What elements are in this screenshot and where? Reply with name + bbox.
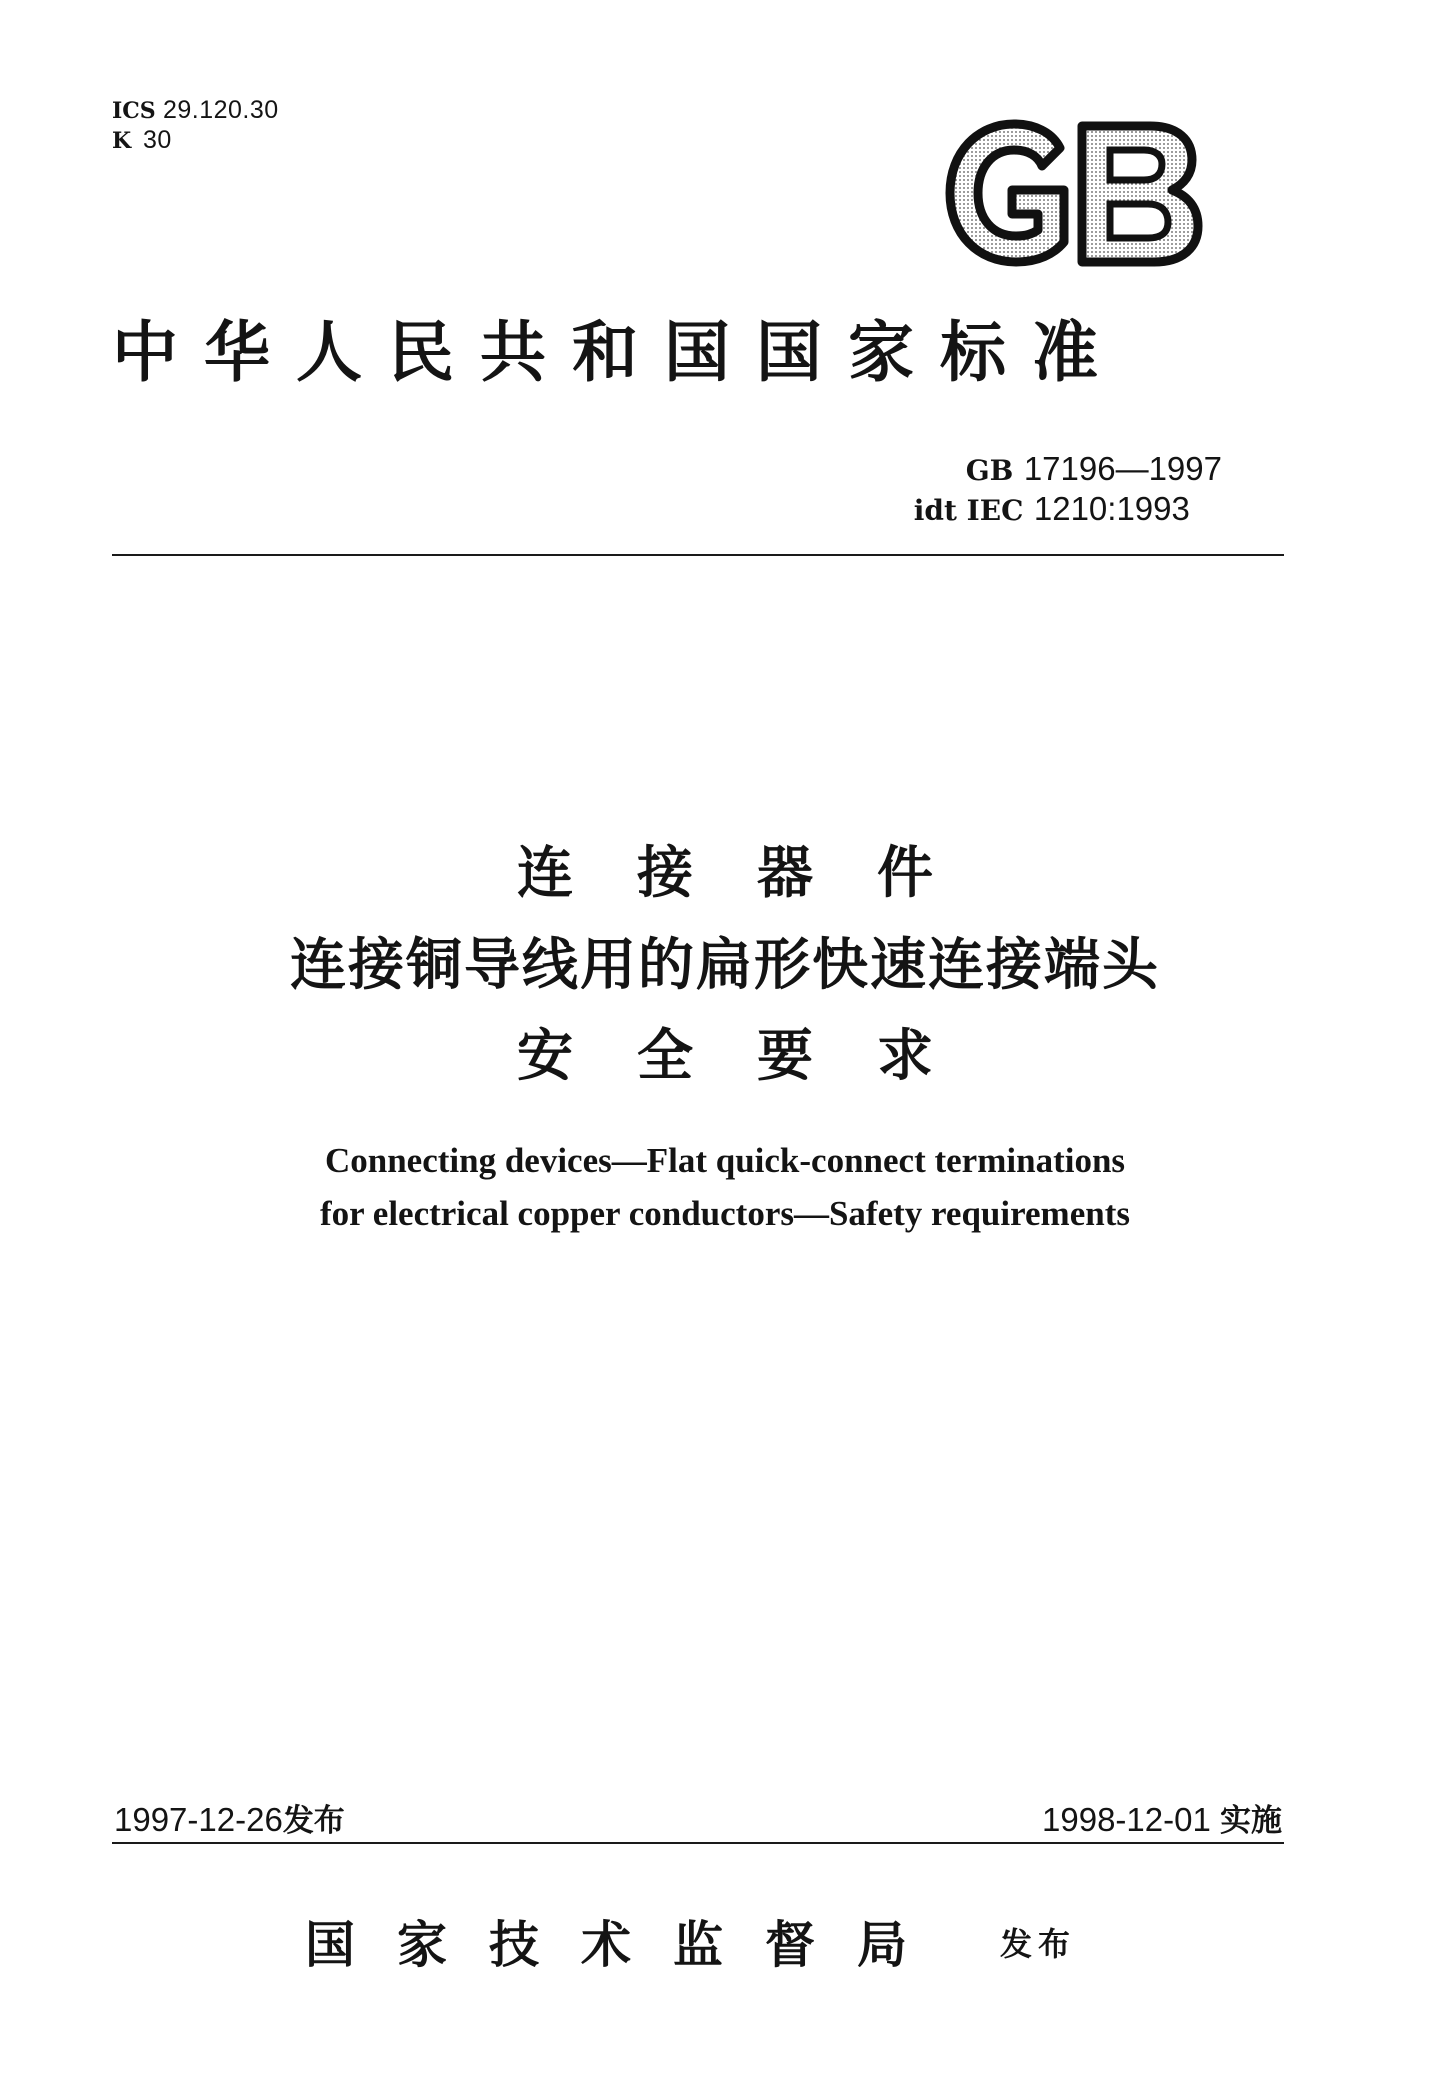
implementation-date	[1042, 1800, 1282, 1841]
national-standard-title: 中华人民共和国国家标准	[112, 313, 1124, 391]
standard-number-block	[914, 450, 1222, 530]
title-cn-line3: 安全要求	[517, 1024, 997, 1089]
gb-label: GB	[965, 454, 1014, 487]
idt-number: 1210:1993	[1033, 490, 1190, 527]
title-cn-line2: 连接铜导线用的扁形快速连接端头	[290, 933, 1160, 998]
gb-logo-icon	[942, 118, 1204, 268]
header-divider	[112, 554, 1284, 556]
footer-divider	[112, 1842, 1284, 1844]
class-value: 30	[142, 126, 172, 154]
idt-line	[914, 490, 1222, 530]
class-line	[112, 126, 279, 156]
impl-label: 实施	[1220, 1803, 1282, 1839]
issue-date-value: 1997-12-26	[114, 1801, 283, 1838]
publish-label: 发布	[1000, 1925, 1077, 1963]
ics-label: ICS	[112, 98, 156, 124]
title-en-line2: for electrical copper conductors—Safety requirements	[319, 1194, 1130, 1233]
title-cn-line1: 连接器件	[517, 841, 997, 906]
gb-number-line	[914, 450, 1222, 490]
title-en-line1: Connecting devices—Flat quick-connect terminations	[324, 1141, 1126, 1180]
ics-line	[112, 96, 279, 126]
class-label: K	[112, 128, 132, 154]
gb-number: 17196—1997	[1023, 450, 1222, 487]
impl-date-value: 1998-12-01	[1042, 1801, 1211, 1838]
publisher-name: 国家技术监督局	[305, 1915, 949, 1974]
issue-label: 发布	[282, 1803, 345, 1839]
idt-label: idt IEC	[913, 494, 1024, 527]
issue-date	[114, 1800, 345, 1841]
ics-value: 29.120.30	[162, 96, 279, 124]
classification-codes	[112, 96, 279, 156]
